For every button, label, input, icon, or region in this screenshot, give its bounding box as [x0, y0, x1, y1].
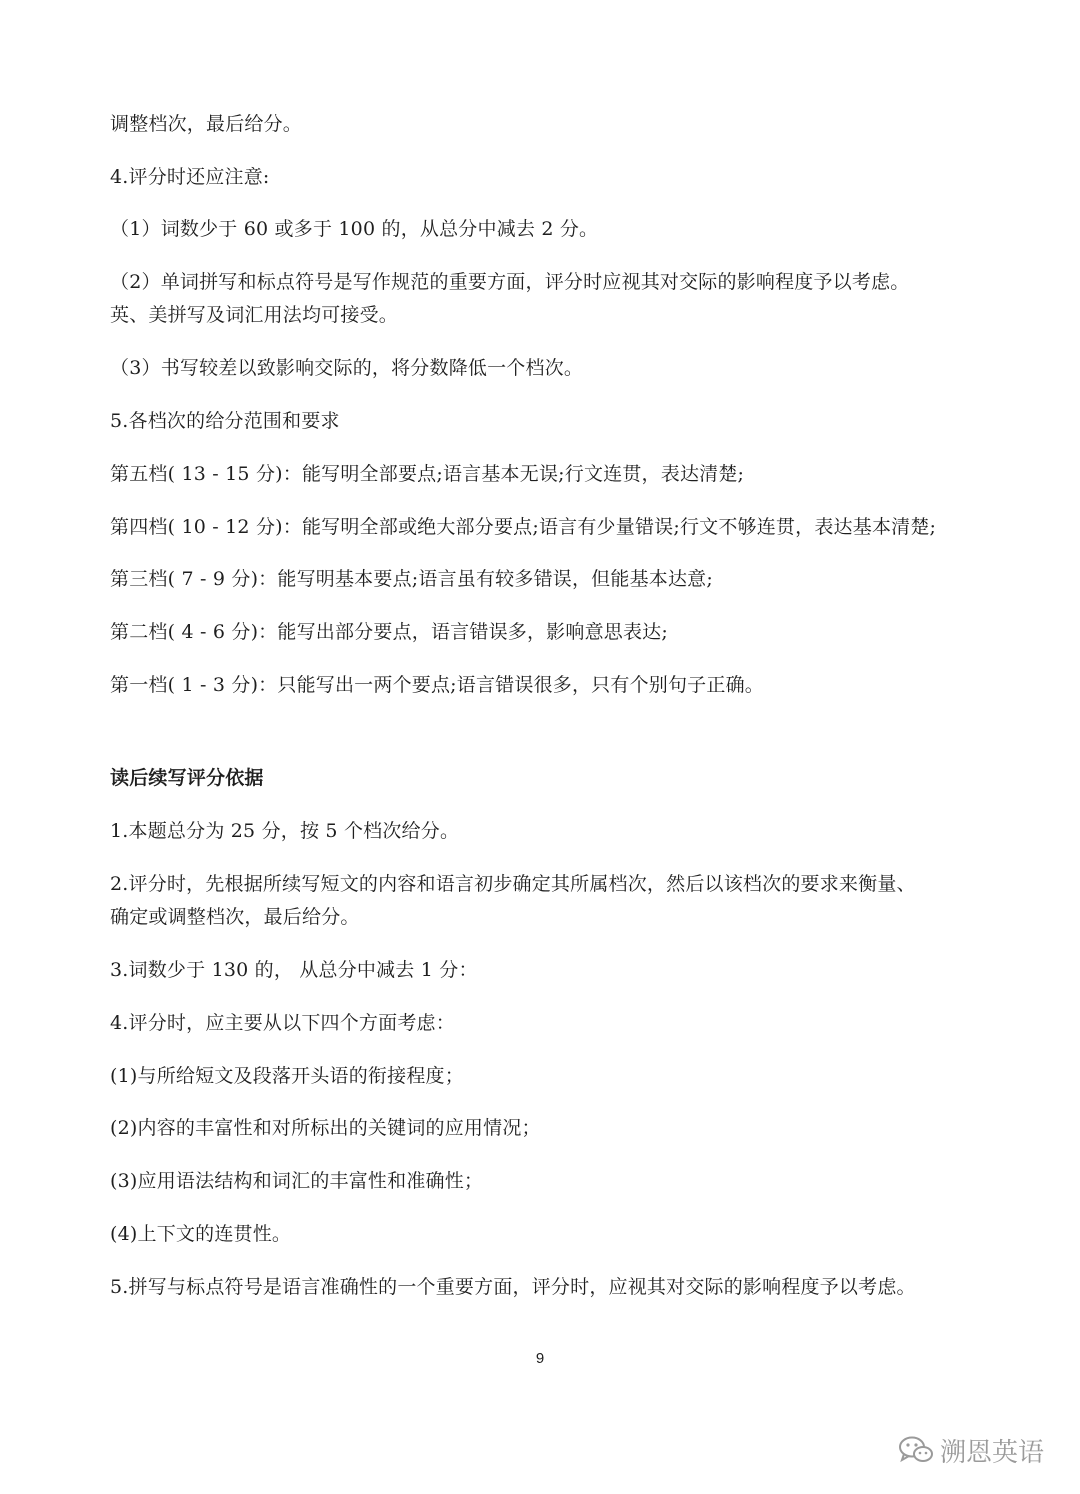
text-line: 调整档次，最后给分。 — [110, 113, 303, 135]
text-line: 1.本题总分为 25 分，按 5 个档次给分。 — [110, 820, 460, 842]
grade-level-2: 第二档( 4 - 6 分)：能写出部分要点，语言错误多，影响意思表达; — [110, 621, 668, 643]
watermark-text: 溯恩英语 — [940, 1437, 1045, 1468]
grade-level-1: 第一档( 1 - 3 分)：只能写出一两个要点;语言错误很多，只有个别句子正确。 — [110, 674, 764, 696]
text-line: 5.拼写与标点符号是语言准确性的一个重要方面，评分时，应视其对交际的影响程度予以考虑。 — [110, 1276, 916, 1298]
page-number: 9 — [535, 1350, 545, 1367]
grade-level-3: 第三档( 7 - 9 分)：能写明基本要点;语言虽有较多错误，但能基本达意; — [110, 568, 713, 590]
text-line: （2）单词拼写和标点符号是写作规范的重要方面，评分时应视其对交际的影响程度予以考虑。 — [110, 271, 910, 293]
text-line: 4.评分时还应注意: — [110, 166, 270, 188]
list-item: (4)上下文的连贯性。 — [110, 1223, 292, 1245]
list-item: (3)应用语法结构和词汇的丰富性和准确性； — [110, 1170, 484, 1192]
list-item: (1)与所给短文及段落开头语的衔接程度； — [110, 1065, 464, 1087]
section-heading: 读后续写评分依据 — [110, 767, 264, 789]
text-line: （1）词数少于 60 或多于 100 的，从总分中减去 2 分。 — [110, 218, 599, 240]
text-line: 4.评分时，应主要从以下四个方面考虑： — [110, 1012, 455, 1034]
text-line: 确定或调整档次，最后给分。 — [110, 906, 360, 928]
text-line: 2.评分时，先根据所续写短文的内容和语言初步确定其所属档次，然后以该档次的要求来衡量、 — [110, 873, 916, 895]
wechat-icon — [898, 1435, 934, 1465]
grade-level-4: 第四档( 10 - 12 分)：能写明全部或绝大部分要点;语言有少量错误;行文不够连贯，表达基本清楚; — [110, 516, 937, 538]
text-line: 3.词数少于 130 的， 从总分中减去 1 分： — [110, 959, 478, 981]
grade-level-5: 第五档( 13 - 15 分)：能写明全部要点;语言基本无误;行文连贯，表达清楚; — [110, 463, 745, 485]
text-line: 5.各档次的给分范围和要求 — [110, 410, 340, 432]
list-item: (2)内容的丰富性和对所标出的关键词的应用情况； — [110, 1117, 541, 1139]
text-line: 英、美拼写及词汇用法均可接受。 — [110, 304, 399, 326]
text-line: （3）书写较差以致影响交际的，将分数降低一个档次。 — [110, 357, 584, 379]
watermark — [898, 1430, 1044, 1470]
